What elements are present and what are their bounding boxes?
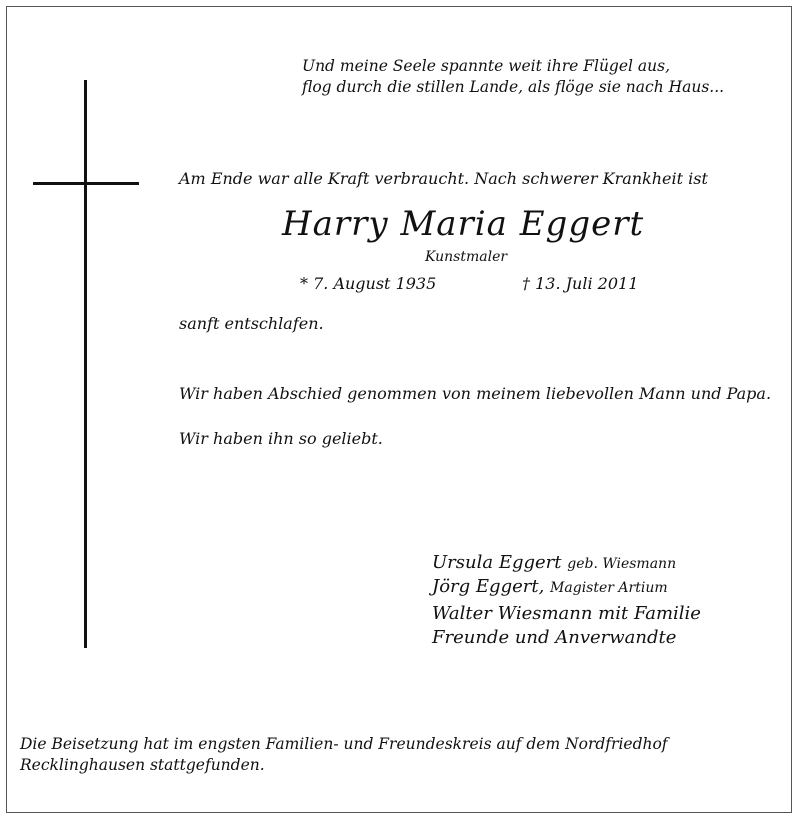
poem bbox=[302, 56, 724, 98]
mourner-3: Walter Wiesmann mit Familie bbox=[432, 603, 701, 624]
deceased-profession: Kunstmaler bbox=[425, 249, 508, 265]
passed-text: sanft entschlafen. bbox=[179, 314, 324, 333]
mourner-2-name: Jörg Eggert, bbox=[432, 576, 545, 597]
cross-icon bbox=[84, 80, 87, 648]
burial-line-1: Die Beisetzung hat im engsten Familien- und Freundeskreis auf dem Nordfriedhof bbox=[20, 735, 668, 753]
burial-line-2: Recklinghausen stattgefunden. bbox=[20, 756, 265, 774]
mourner-1-name: Ursula Eggert bbox=[432, 552, 562, 573]
birth-date: * 7. August 1935 bbox=[300, 274, 437, 293]
burial-note bbox=[20, 734, 668, 776]
mourner-2 bbox=[432, 576, 668, 597]
death-date: † 13. Juli 2011 bbox=[522, 274, 639, 293]
notice-frame bbox=[6, 6, 792, 813]
mourner-1 bbox=[432, 552, 676, 573]
deceased-name: Harry Maria Eggert bbox=[282, 204, 645, 244]
mourner-4: Freunde und Anverwandte bbox=[432, 627, 677, 648]
loved-text: Wir haben ihn so geliebt. bbox=[179, 429, 383, 448]
poem-line-1: Und meine Seele spannte weit ihre Flügel aus, bbox=[302, 57, 671, 75]
poem-line-2: flog durch die stillen Lande, als flöge sie nach Haus... bbox=[302, 78, 725, 96]
intro-text: Am Ende war alle Kraft verbraucht. Nach schwerer Krankheit ist bbox=[179, 169, 708, 188]
mourner-1-note: geb. Wiesmann bbox=[567, 556, 677, 572]
farewell-text: Wir haben Abschied genommen von meinem liebevollen Mann und Papa. bbox=[179, 384, 772, 403]
cross-icon-bar bbox=[33, 182, 139, 185]
mourner-2-note: Magister Artium bbox=[550, 580, 668, 596]
